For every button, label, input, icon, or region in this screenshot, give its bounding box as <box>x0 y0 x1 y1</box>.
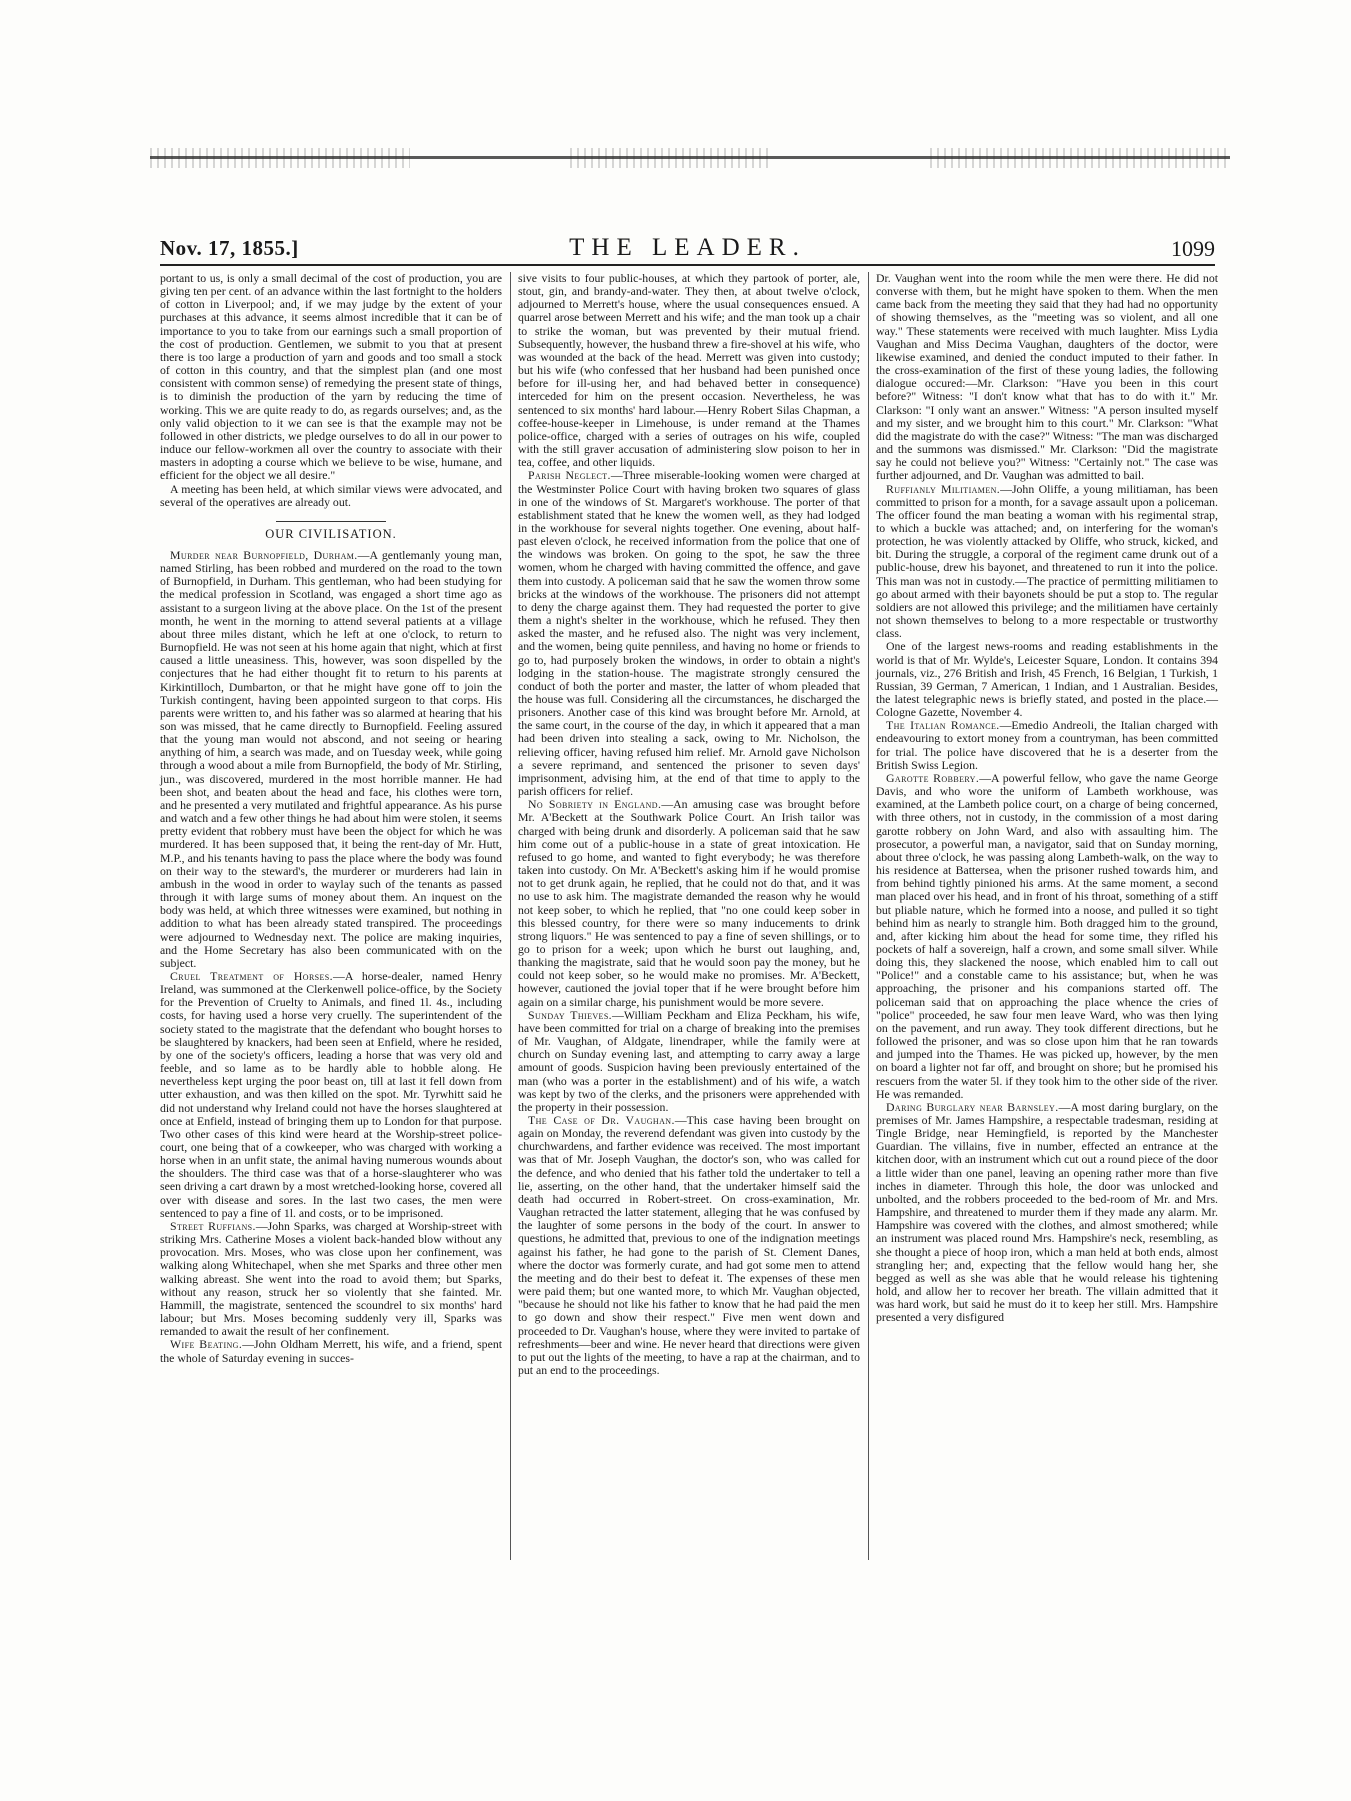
article <box>876 483 1218 641</box>
column-3 <box>876 272 1218 1325</box>
article-heading: Sunday Thieves. <box>528 1007 613 1022</box>
scan-artifact <box>150 148 1230 168</box>
paragraph: portant to us, is only a small decimal of the cost of production, you are giving ten per cent. of an advance within the last fortnight to the holders of cotton in Liverpool; and, if we may judge by the extent of your purchases at this advance, it seems almost incredible that it can be of importance to you to take from our earnings such a small proportion of the cost of production. Gentlemen, we submit to you that at present there is too large a production of yarn and goods and too small a stock of cotton in this country, and that the simplest plan (and one most consistent with common sense) of remedying the present state of things, is to diminish the production of the yarn by reducing the time of working. This we are quite ready to do, as regards ourselves; and, as the only valid objection to it we can see is that the example may not be followed in other districts, we pledge ourselves to do all in our power to induce our fellow-workmen all over the country to associate with their masters in adopting a course which we believe to be wise, humane, and efficient for the object we all desire." <box>160 271 502 483</box>
article-heading: Garotte Robbery. <box>886 770 980 785</box>
issue-date: Nov. 17, 1855.] <box>160 236 299 260</box>
article-heading: Parish Neglect. <box>528 468 611 483</box>
article <box>876 772 1218 1101</box>
article-body: —Three miserable-looking women were charged at the Westminster Police Court with having broken two squares of glass in one of the windows of St. Margaret's workhouse. The porter of that establishment stated that he knew the women well, as they had lodged in the workhouse for several nights together. One evening, about half-past eleven o'clock, he received information from the police that one of the windows was broken. On going to the spot, he saw the three women, whom he charged with having committed the offence, and gave them into custody. A policeman said that he saw the women throw some bricks at the windows of the workhouse. The prisoners did not attempt to deny the charge against them. They had requested the porter to give them a night's shelter in the workhouse, which he refused. They then asked the master, and he refused also. The night was very inclement, and the women, being quite penniless, and having no home or friends to go to, had purposely broken the windows, in order to obtain a night's lodging in the station-house. The magistrate strongly censured the conduct of both the porter and master, the latter of whom pleaded that the house was full. Considering all the circumstances, he discharged the prisoners. Another case of this kind was brought before Mr. Arnold, at the same court, in the course of the day, in which it appeared that a man had been driven into stealing a sack, owing to Mr. Nicholson, the relieving officer, having refused him relief. Mr. Arnold gave Nicholson a severe reprimand, and sentenced the prisoner to seven days' imprisonment, advising him, at the end of that time to apply to the parish officers for relief. <box>518 468 860 799</box>
paragraph: A meeting has been held, at which similar views were advocated, and several of the operatives are already out. <box>160 481 502 509</box>
article <box>160 1338 502 1364</box>
article <box>160 549 502 970</box>
header-rule <box>160 264 1215 266</box>
section-divider <box>276 521 386 522</box>
article-heading: Wife Beating. <box>170 1337 243 1352</box>
article-body: —Emedio Andreoli, the Italian charged with endeavouring to extort money from a countryman, has been committed for trial. The police have discovered that he is a deserter from the British Swiss Legion. <box>876 718 1218 772</box>
article-body: —A gentlemanly young man, named Stirling, has been robbed and murdered on the road to the town of Burnopfield, in Durham. This gentleman, who had been studying for the medical profession in Scotland, was engaged a short time ago as assistant to a surgeon living at the above place. On the 1st of the present month, he went in the morning to attend several patients at a village about three miles distant, which he left at one o'clock, to return to Burnopfield. He was not seen at his home again that night, which at first caused a little uneasiness. This, however, was soon dispelled by the conjectures that he had either thought fit to return to his parents at Kirkintilloch, Dumbarton, or that he might have gone off to join the Turkish contingent, having been appointed surgeon to that corps. His parents were written to, and his father was so alarmed at hearing that his son was missed, that he came directly to Burnopfield. Feeling assured that the young man would not abscond, and not seeing or hearing anything of him, a search was made, and on Tuesday week, while going through a wood about a mile from Burnopfield, the body of Mr. Stirling, jun., was discovered, murdered in the most horrible manner. He had been shot, and beaten about the head and face, his clothes were torn, and he presented a very mutilated and frightful appearance. As his purse and watch and a few other things he had about him were stolen, it seems pretty evident that robbery must have been the object for which he was murdered. It has been supposed that, it being the rent-day of Mr. Hutt, M.P., and his tenants having to pass the place where the body was found on their way to the steward's, the murderer or murderers had lain in ambush in the wood in order to waylay such of the tenants as passed through it with large sums of money about them. An inquest on the body was held, at which three witnesses were examined, but nothing in addition to what has been already stated transpired. The proceedings were adjourned to Wednesday next. The police are making inquiries, and the Home Secretary has also been communicated with on the subject. <box>160 547 502 970</box>
column-divider <box>510 272 511 1560</box>
article <box>876 719 1218 772</box>
article-heading: Daring Burglary near Barnsley. <box>886 1099 1059 1114</box>
publication-title: THE LEADER. <box>569 234 806 261</box>
article-body: —John Oldham Merrett, his wife, and a friend, spent the whole of Saturday evening in succes- <box>160 1337 502 1365</box>
article-body: —A most daring burglary, on the premises of Mr. James Hampshire, a respectable tradesman, residing at Tingle Bridge, near Hemingfield, is reported by the Manchester Guardian. The villains, five in number, effected an entrance at the kitchen door, with an instrument which cut out a round piece of the door a little wider than one panel, leaving an opening rather more than five inches in diameter. Through this hole, the door was unlocked and unbolted, and the robbers proceeded to the bed-room of Mr. and Mrs. Hampshire, and threatened to murder them if they made any alarm. Mr. Hampshire was covered with the clothes, and almost smothered; while an instrument was placed round Mrs. Hampshire's neck, resembling, as she thought a piece of hoop iron, which a man held at both ends, almost strangling her; and, expecting that the fellow would hang her, she begged as well as she was able that he would release his tightening hold, and allow her to recover her breath. The villain admitted that it was hard work, but said he must do it to keep her still. Mrs. Hampshire presented a very disfigured <box>876 1099 1218 1325</box>
paragraph: sive visits to four public-houses, at which they partook of porter, ale, stout, gin, and brandy-and-water. They then, at about twelve o'clock, adjourned to Merrett's house, where the usual consequences ensued. A quarrel arose between Merrett and his wife; and the man took up a chair to strike the woman, but was prevented by their mutual friend. Subsequently, however, the husband threw a fire-shovel at his wife, who was wounded at the back of the head. Merrett was given into custody; but his wife (who confessed that her husband had been punished once before for ill-using her, and had behaved better in consequence) interceded for him on the present occasion. Nevertheless, he was sentenced to six months' hard labour.—Henry Robert Silas Chapman, a coffee-house-keeper in Limehouse, is under remand at the Thames police-office, charged with a series of outrages on his wife, coupled with the still graver accusation of administering slow poison to her in tea, coffee, and other liquids. <box>518 271 860 470</box>
article-body: —A powerful fellow, who gave the name George Davis, and who wore the uniform of Lambeth workhouse, was examined, at the Lambeth police court, on a charge of being concerned, with three others, not in custody, in the commission of a most daring garotte robbery on John Ward, and also with assaulting him. The prosecutor, a powerful man, a navigator, said that on Sunday morning, about three o'clock, he was passing along Lambeth-walk, on the way to his residence at Battersea, when the prisoner rushed towards him, and from behind tightly pinioned his arms. At the same moment, a second man placed over his head, and in front of his throat, something of a stiff but pliable nature, which he formed into a noose, and pulled it so tight behind him as nearly to strangle him. Both dragged him to the ground, and, after kicking him about the head for some time, they rifled his pockets of half a sovereign, half a crown, and some small silver. While doing this, they slackened the noose, which enabled him to call out "Police!" and a constable came to his assistance; but, when he was approaching, the prisoner and his companions started off. The policeman said that on approaching the place whence the cries of "police" proceeded, he saw four men leave Ward, who was then lying on the pavement, and run away. They took different directions, but he followed the prisoner, and was so close upon him that he ran towards and jumped into the Thames. He was picked up, however, by the men on board a lighter not far off, and brought on shore; but he promised his rescuers from the water 5l. if they took him to the other side of the river. He was remanded. <box>876 770 1218 1101</box>
page-number: 1099 <box>1171 236 1215 261</box>
article-body: —John Oliffe, a young militiaman, has been committed to prison for a month, for a savage assault upon a policeman. The officer found the man beating a woman with his regimental strap, to which a buckle was attached; and, on interfering for the woman's protection, he was violently attacked by Oliffe, who struck, kicked, and bit. During the struggle, a corporal of the regiment came drunk out of a public-house, drew his bayonet, and threatened to run it into the police. This man was not in custody.—The practice of permitting militiamen to go about armed with their bayonets should be put a stop to. The regular soldiers are not allowed this privilege; and the militiamen have certainly not shown themselves to belong to a more respectable or trustworthy class. <box>876 481 1219 641</box>
article-heading: Murder near Burnopfield, Durham. <box>170 547 358 562</box>
section-title: OUR CIVILISATION. <box>265 526 397 541</box>
article <box>518 798 860 1009</box>
article <box>518 1009 860 1114</box>
article-heading: Cruel Treatment of Horses. <box>170 968 334 983</box>
article-body: —An amusing case was brought before Mr. A'Beckett at the Southwark Police Court. An Irish tailor was charged with being drunk and disorderly. A policeman said that he saw him come out of a public-house in a state of great intoxication. He refused to go home, and wanted to fight everybody; he was therefore taken into custody. On Mr. A'Beckett's asking him if he would promise not to get drunk again, he replied, that he could not do that, and it was no use to ask him. The magistrate demanded the reason why he would not keep sober, to which he replied, that "no one could keep sober in this blessed country, for there were so many inducements to drink strong liquors." He was sentenced to pay a fine of seven shillings, or to go to prison for a week; upon which he burst out laughing, and, thanking the magistrate, said that he would soon pay the money, but he could not keep sober, so he would make no promises. Mr. A'Beckett, however, cautioned the jovial toper that if he were brought before him again on a similar charge, his punishment would be more severe. <box>518 797 860 1009</box>
article <box>160 1220 502 1338</box>
article-heading: The Case of Dr. Vaughan. <box>528 1113 675 1127</box>
article-heading: Street Ruffians. <box>170 1218 256 1233</box>
column-divider <box>868 272 869 1560</box>
article <box>518 469 860 798</box>
article-body: —William Peckham and Eliza Peckham, his wife, have been committed for trial on a charge of breaking into the premises of Mr. Vaughan, of Aldgate, linendraper, while the family were at church on Sunday evening last, and attempting to carry away a large amount of goods. Suspicion having been previously entertained of the man (who was a porter in the establishment) and of his wife, a watch was kept by two of the clerks, and the prisoners were apprehended with the property in their possession. <box>518 1007 860 1114</box>
paragraph: Dr. Vaughan went into the room while the men were there. He did not converse with them, but he might have spoken to them. When the men came back from the meeting they said that they had had no opportunity of showing themselves, as the "meeting was so violent, and all one way." These statements were received with much laughter. Miss Lydia Vaughan and Miss Decima Vaughan, daughters of the doctor, were likewise examined, and denied the conduct imputed to their father. In the cross-examination of the first of these young ladies, the following dialogue occured:—Mr. Clarkson: "Have you been in this court before?" Witness: "I don't know what that has to do with it." Mr. Clarkson: "I only want an answer." Witness: "A person insulted myself and my sister, and we brought him to this court." Mr. Clarkson: "What did the magistrate do with the case?" Witness: "The man was discharged and the summons was dismissed." Mr. Clarkson: "Did the magistrate say he could not believe you?" Witness: "Certainly not." The case was further adjourned, and Dr. Vaughan was admitted to bail. <box>876 271 1218 483</box>
paragraph: One of the largest news-rooms and reading establishments in the world is that of Mr. Wylde's, Leicester Square, London. It contains 394 journals, viz., 276 British and Irish, 45 French, 16 Belgian, 1 Turkish, 1 Russian, 39 German, 7 American, 1 Indian, and 1 Australian. Besides, the latest telegraphic news is briefly stated, and posted in the place.—Cologne Gazette, November 4. <box>876 639 1218 720</box>
article <box>876 1101 1218 1325</box>
article-body: —This case having been brought on again on Monday, the reverend defendant was given into custody by the churchwardens, and farther evidence was received. The most important was that of Mr. Joseph Vaughan, the doctor's son, who was called for the defence, and who denied that his father told the undertaker to tell a lie, asserting, on the other hand, that the undertaker himself said the death had occurred in Robert-street. On cross-examination, Mr. Vaughan retracted the latter statement, alleging that he was confused by the laughter of some persons in the body of the court. In answer to questions, he admitted that, previous to one of the indignation meetings against his father, he had gone to the parish of St. Clement Danes, where the doctor was formerly curate, and had got some men to attend the meeting and do their best to defeat it. The expenses of these men were paid them; but one wanted more, to which Mr. Vaughan objected, "because he should not like his father to know that he had paid the men to go down and show their respect." Five men went down and proceeded to Dr. Vaughan's house, where they were invited to partake of refreshments—beer and wine. He never heard that directions were given to put out the lights of the meeting, to have a rap at the chairman, and to put an end to the proceedings. <box>518 1113 861 1377</box>
article <box>518 1114 860 1377</box>
article-heading: No Sobriety in England. <box>528 797 662 812</box>
masthead <box>160 236 1215 266</box>
column-1 <box>160 272 502 1365</box>
article <box>160 970 502 1220</box>
article-body: —John Sparks, was charged at Worship-street with striking Mrs. Catherine Moses a violent back-handed blow without any provocation. Mrs. Moses, who was close upon her confinement, was walking along Whitechapel, when she met Sparks and three other men walking abreast. She went into the road to avoid them; but Sparks, without any reason, struck her so violently that she fainted. Mr. Hammill, the magistrate, sentenced the scoundrel to six months' hard labour; but Mrs. Moses becoming suddenly very ill, Sparks was remanded to await the result of her confinement. <box>160 1218 502 1339</box>
article-heading: Ruffianly Militiamen. <box>886 481 1001 496</box>
article-heading: The Italian Romance. <box>886 718 1000 733</box>
column-2 <box>518 272 860 1377</box>
article-body: —A horse-dealer, named Henry Ireland, was summoned at the Clerkenwell police-office, by the Society for the Prevention of Cruelty to Animals, and fined 1l. 4s., including costs, for having used a horse very cruelly. The superintendent of the society stated to the magistrate that the defendant who bought horses to be slaughtered by knackers, had been seen at Enfield, where he resided, by one of the society's officers, leading a horse that was very old and feeble, and so lame as to be hardly able to hobble along. He nevertheless kept urging the poor beast on, till at last it fell down from utter exhaustion, and was then killed on the spot. Mr. Tyrwhitt said he did not understand why Ireland could not have the horses slaughtered at once at Enfield, instead of bringing them up to London for that purpose. Two other cases of this kind were heard at the Worship-street police-court, one being that of a cowkeeper, who was charged with working a horse when in an unfit state, the animal having numerous wounds about the shoulders. The third case was that of a horse-slaughterer who was seen driving a cart drawn by a most wretched-looking horse, covered all over with disease and sores. In the last two cases, the men were sentenced to pay a fine of 1l. and costs, or to be imprisoned. <box>160 968 502 1220</box>
